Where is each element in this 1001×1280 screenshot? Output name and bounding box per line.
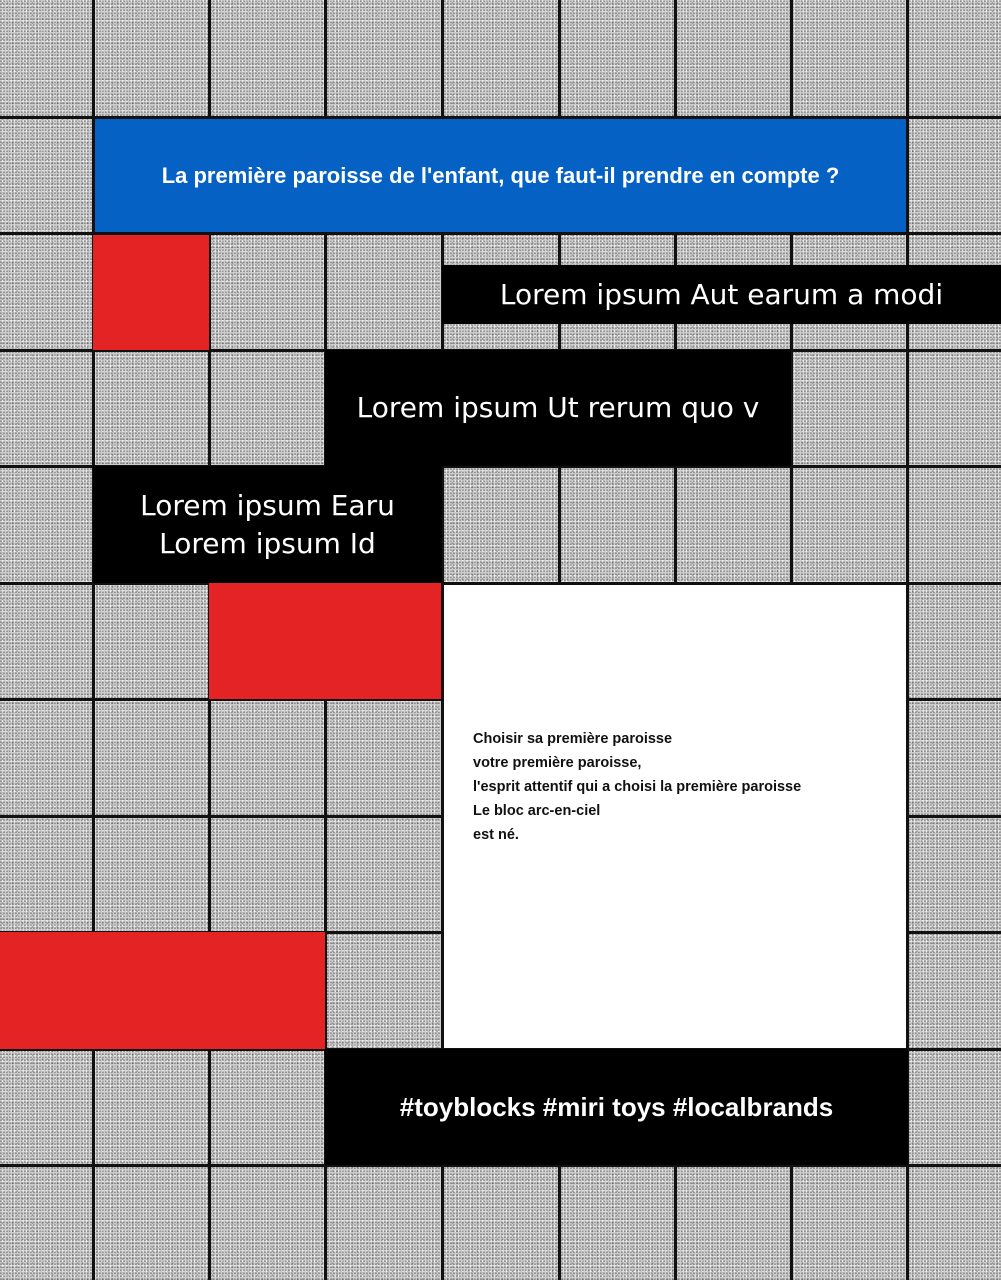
text-card	[441, 582, 909, 1051]
hashtags-box	[325, 1049, 908, 1165]
red-block	[0, 932, 93, 1049]
label-text: Lorem ipsum Ut rerum quo v	[356, 391, 760, 424]
label-box	[442, 265, 1001, 324]
title-text: La première paroisse de l'enfant, que faut-il prendre en compte ?	[161, 162, 840, 188]
label-box	[93, 466, 442, 583]
label-text: Lorem ipsum Earu	[140, 488, 395, 522]
red-block	[93, 233, 209, 350]
red-block	[325, 583, 442, 699]
label-text: Lorem ipsum Aut earum a modi	[499, 277, 944, 311]
label-box	[325, 350, 791, 466]
body-line: votre première paroisse,	[473, 755, 642, 771]
body-text	[473, 727, 801, 847]
body-line: est né.	[473, 827, 519, 843]
body-line: Le bloc arc-en-ciel	[473, 803, 601, 819]
red-block	[93, 932, 209, 1049]
body-line: Choisir sa première paroisse	[473, 731, 673, 747]
red-block	[209, 583, 325, 699]
red-block	[209, 932, 325, 1049]
body-line: l'esprit attentif qui a choisi la première paroisse	[473, 779, 802, 795]
hashtags-text: #toyblocks #miri toys #localbrands	[399, 1091, 834, 1122]
label-text: Lorem ipsum Id	[159, 526, 376, 560]
title-banner	[92, 116, 909, 235]
